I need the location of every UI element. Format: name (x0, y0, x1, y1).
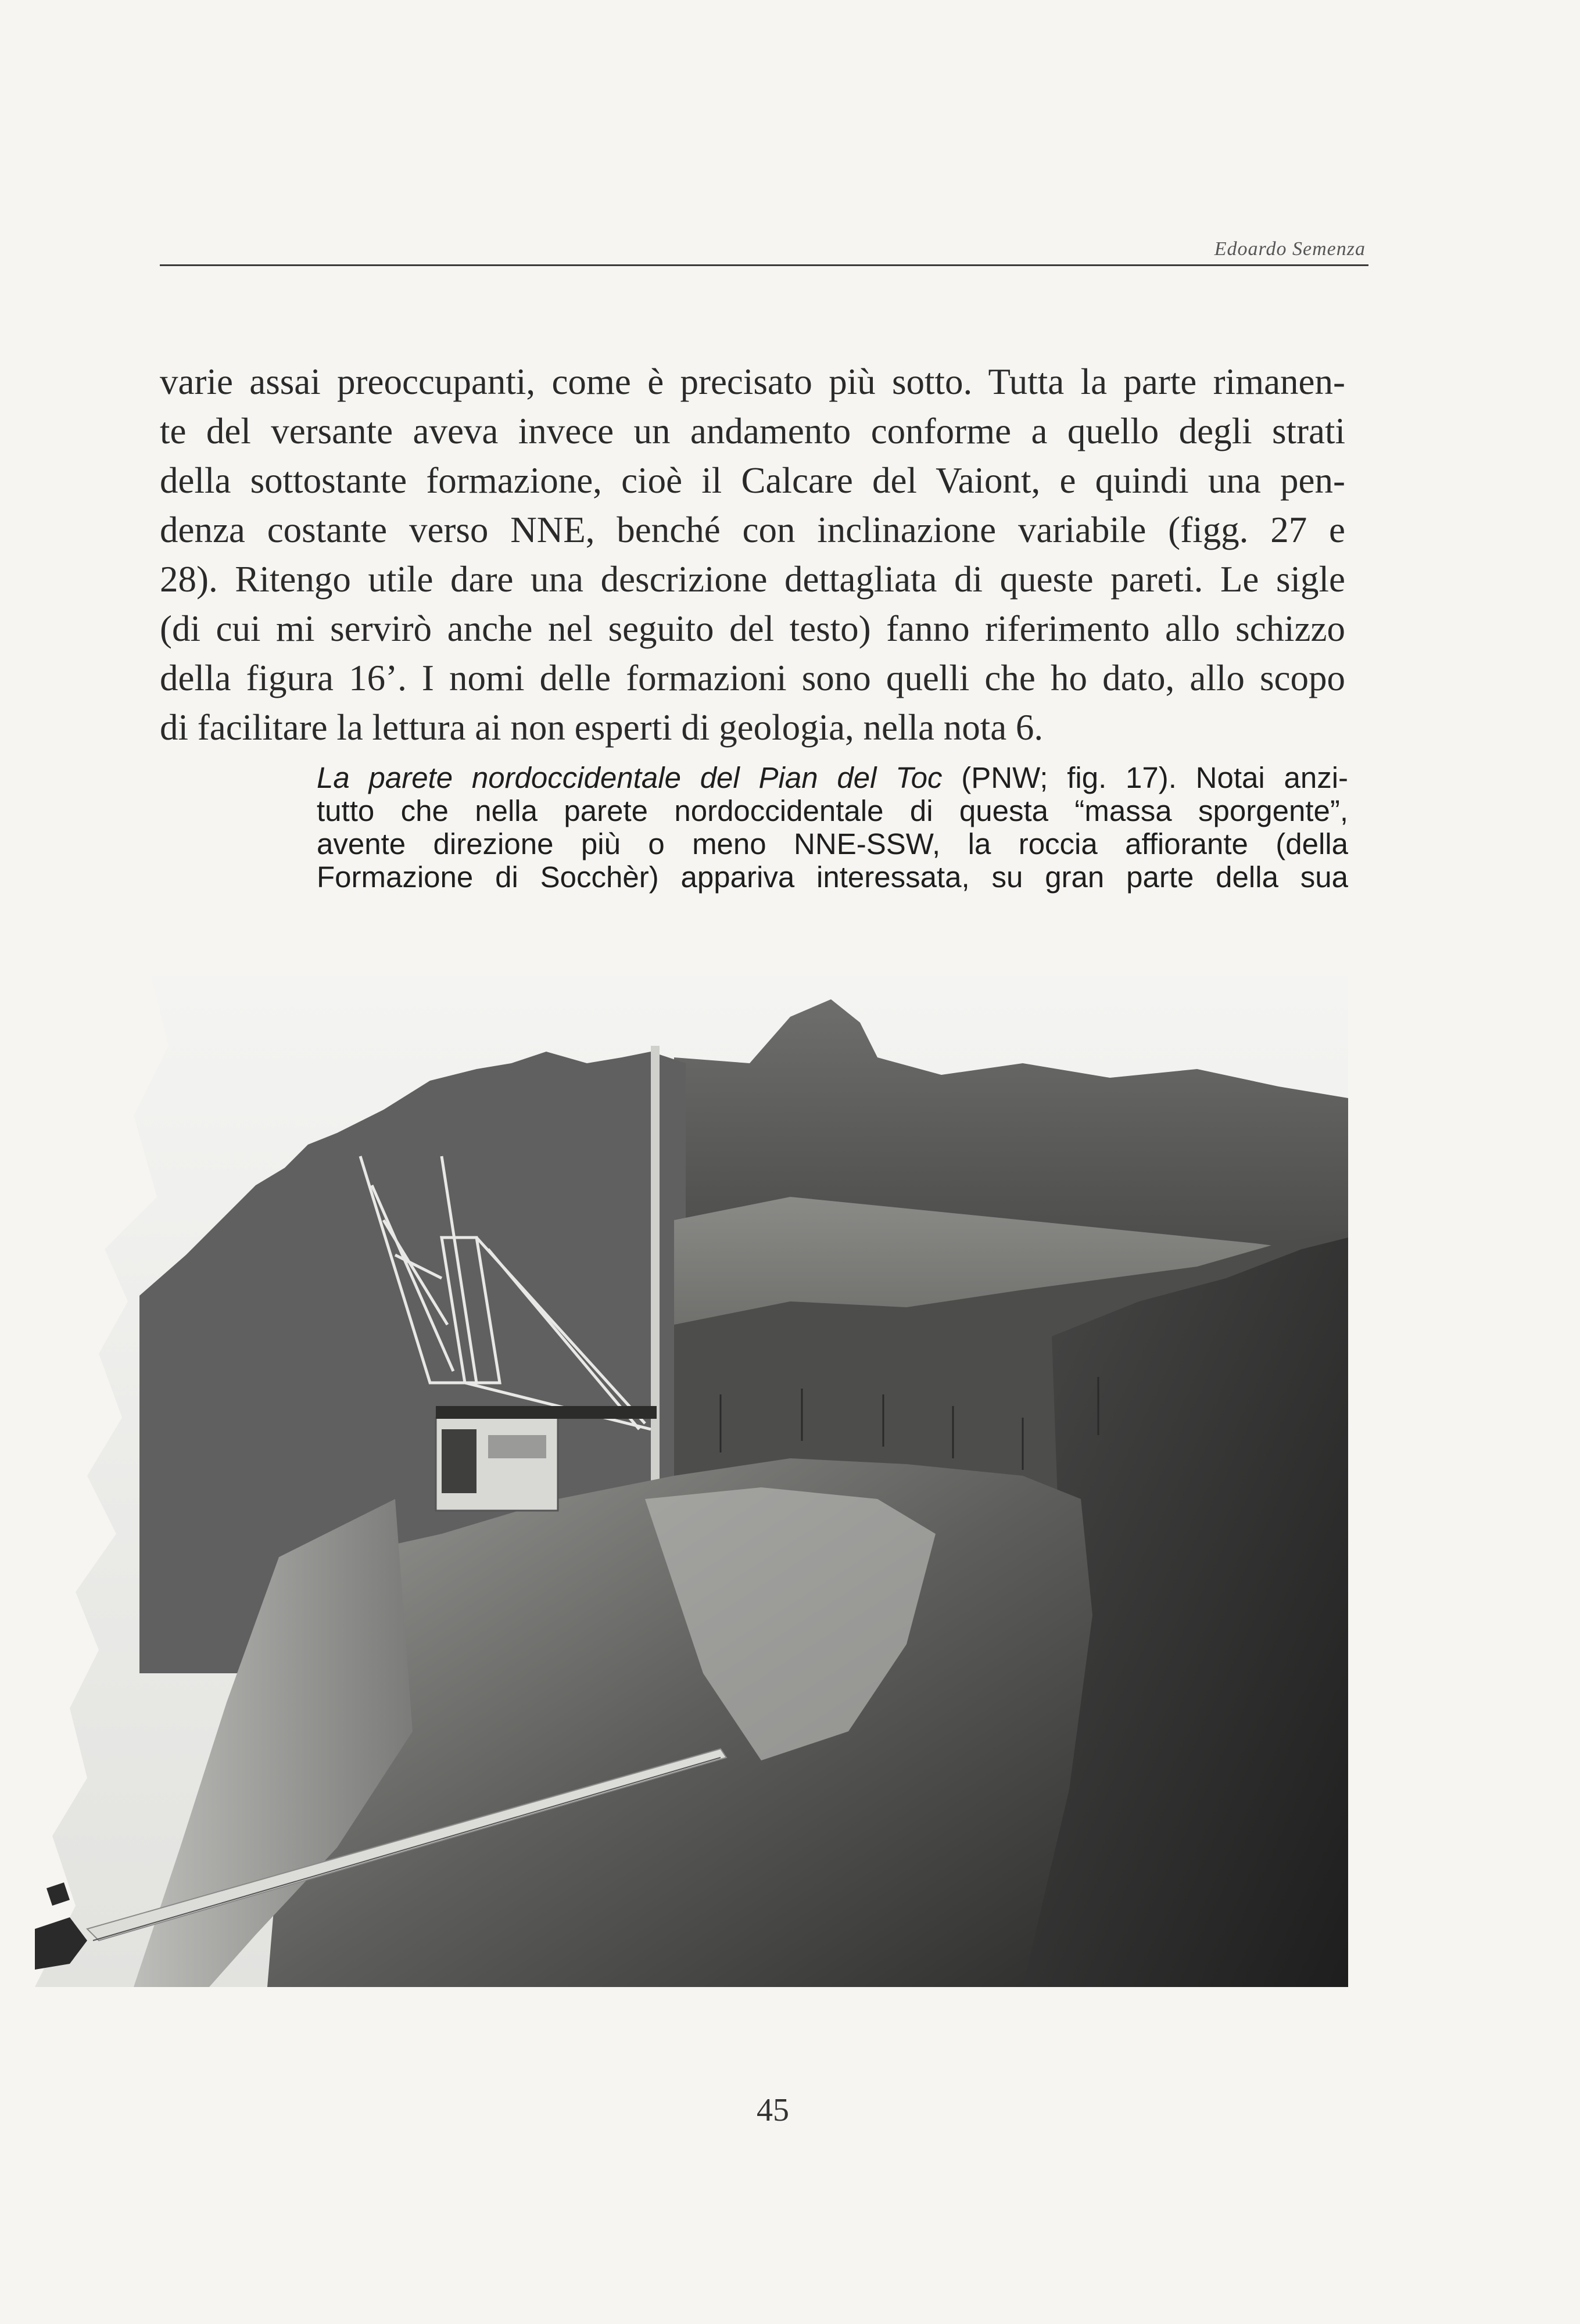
text-line: della figura 16’. I nomi delle formazioni sono quelli che ho dato, allo scopo (160, 658, 1345, 698)
text-line: denza costante verso NNE, benché con inclinazione variabile (figg. 27 e (160, 510, 1345, 550)
text-line: di facilitare la lettura ai non esperti di geologia, nella nota 6. (160, 707, 1044, 748)
subsection-title-tail: (PNW; fig. 17). Notai anzi- (942, 761, 1349, 794)
text-line: 28). Ritengo utile dare una descrizione dettagliata di queste pareti. Le sigle (160, 559, 1345, 600)
dam-construction-photo (35, 976, 1348, 1987)
subsection-first-line (317, 761, 1348, 794)
page-number: 45 (757, 2092, 789, 2128)
subsection-title: La parete nordoccidentale del Pian del Toc (317, 761, 943, 794)
text-line: della sottostante formazione, cioè il Calcare del Vaiont, e quindi una pen- (160, 460, 1345, 501)
text-line: te del versante aveva invece un andamento conforme a quello degli strati (160, 411, 1345, 451)
subsection-line: tutto che nella parete nordoccidentale di questa “massa sporgente”, (317, 794, 1348, 827)
main-paragraph (160, 357, 1345, 752)
subsection-paragraph (317, 761, 1348, 894)
text-line: (di cui mi servirò anche nel seguito del testo) fanno riferimento allo schizzo (160, 608, 1345, 649)
running-head: Edoardo Semenza (1214, 238, 1366, 260)
header-rule (160, 264, 1368, 266)
subsection-line: Formazione di Socchèr) appariva interessata, su gran parte della sua (317, 860, 1348, 894)
subsection-line: avente direzione più o meno NNE-SSW, la roccia affiorante (della (317, 827, 1348, 860)
crane-walkway (436, 1406, 657, 1419)
text-line: varie assai preoccupanti, come è precisato più sotto. Tutta la parte rimanen- (160, 361, 1345, 402)
